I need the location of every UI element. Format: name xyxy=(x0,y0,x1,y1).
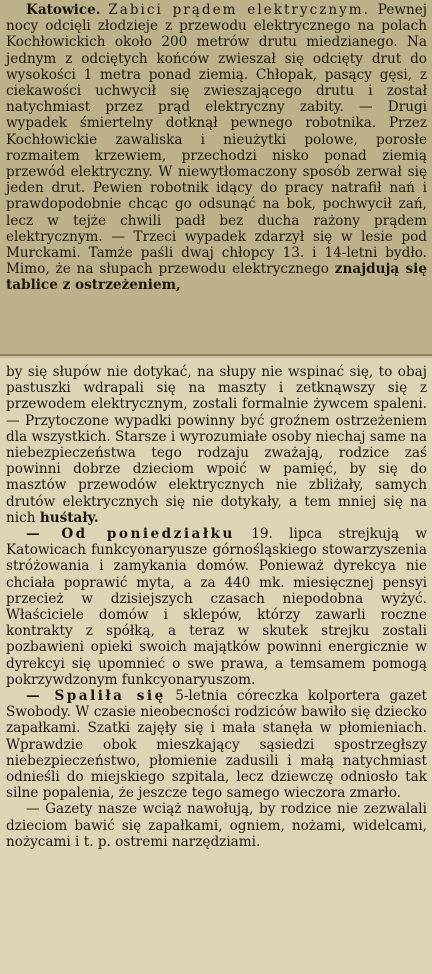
paragraph-continuation xyxy=(6,364,427,526)
news-item-warning: — Gazety nasze wciąż nawołują, by rodzice nie zezwalali dzieciom bawić się zapałkami, ogniem, nożami, widelcami, nożycami i t. p. ostremi narzędziami. xyxy=(6,801,427,850)
news-item-body: 5-letnia córeczka kolportera gazet Swobody. W czasie nieobecności rodziców bawiło się dziecko zapałkami. Szatki zajęły się i mała stanęła w płomieniach. Wprawdzie obok mieszkający sąsiedzi spostrzegłszy niebezpieczeństwo, płomienie zadusili i małą natychmiast odnieśli do miejskiego szpitala, lecz dziewczę odniosło tak silne popalenia, że jeszcze tego samego wieczora zmarło. xyxy=(6,688,427,802)
paragraph-emphasis: huśtały. xyxy=(39,509,99,526)
article-clipping-katowice xyxy=(0,0,432,356)
article-headline: Zabici prądem elektrycznym. xyxy=(108,2,371,18)
article-paragraph xyxy=(6,2,427,294)
news-item-headline: — Od poniedziałku xyxy=(26,526,235,543)
news-item-headline: — Spaliła się xyxy=(26,688,166,705)
paragraph-text: by się słupów nie dotykać, na słupy nie wspinać się, to obaj pastuszki wdrapali się na maszty i zetknąwszy się z przewodem elektrycznym, zostali formalnie żywcem spaleni. — Przytoczone wypadki powinny być groźnem ostrzeżeniem dla wszystkich. Starsze i wyrozumiałe osoby niechaj same na niebezpieczeństwa tego rodzaju zważają, rodzice zaś powinni dobrze dzieciom wpoić w pamięć, by się do masztów przewodów elektrycznych nie zbliżały, samych drutów elektrycznych się nie dotykały, a tem mniej się na nich xyxy=(6,364,427,526)
article-body-emphasis: znajdują się tablice z ostrzeżeniem, xyxy=(6,261,427,294)
article-clipping-continued xyxy=(0,358,432,974)
article-body-tail: Mimo, że na słupach przewodu elektrycznego xyxy=(6,261,329,278)
news-item-strike xyxy=(6,526,427,688)
news-item-fire xyxy=(6,688,427,801)
news-item-body: 19. lipca strejkują w Katowicach funkcyonaryusze górnośląskiego stowarzyszenia stróżowania i zamykania domów. Ponieważ dyrekcya nie chciała poprawić myta, a za 440 mk. miesięcznej pensyi przecież w dzisiejszych czasach niepodobna wyżyć. Właściciele domów i sklepów, którzy zawarli roczne kontrakty z spółką, a teraz w skutek strejku zostali pozbawieni opieki swoich majątków powinni energicznie w dyrekcyi się upomnieć o swe prawa, a temsamem pomogą pokrzywdzonym funkcyonaryuszom. xyxy=(6,526,428,688)
article-body: Pewnej nocy odcięli złodzieje z przewodu elektrycznego na polach Kochłowickich około 200 metrów drutu miedzianego. Na jednym z odciętych końców zwieszał się odcięty drut do wysokości 1 metra ponad ziemią. Chłopak, pasący gęsi, z ciekawości uchwycił się zwieszającego drutu i został natychmiast przez prąd elektryczny zabity. — Drugi wypadek śmiertelny dotknął pewnego robotnika. Przez Kochłowickie zawaliska i nieużytki polowe, porosłe rozmaitem krzewiem, przechodzi nisko ponad ziemią przewód elektryczny. W niewytłomaczony sposób zerwał się jeden drut. Pewien robotnik idący do pracy natrafił nań i prawdopodobnie chcąc go odsunąć na bok, pochwycił zań, lecz w tejże chwili padł bez ducha rażony prądem elektrycznym. — Trzeci wypadek zdarzył się w lesie pod Murckami. Tamże paśli dwaj chłopcy 13. i 14-letni bydło. xyxy=(6,2,428,262)
dateline: Katowice. xyxy=(26,2,101,18)
